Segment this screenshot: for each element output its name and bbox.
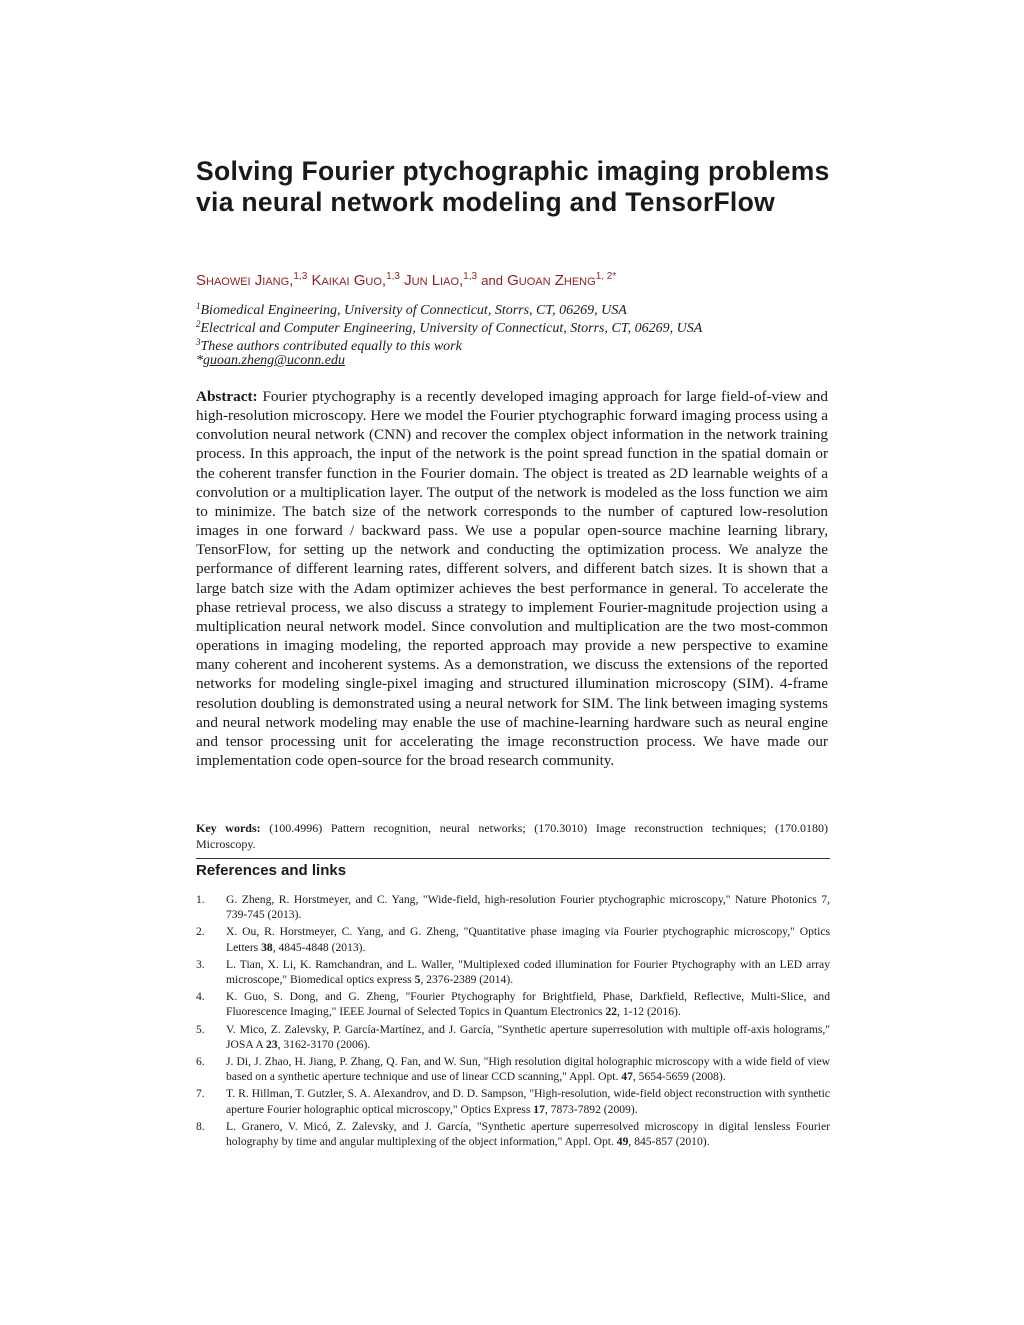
reference-text: , 845-857 (2010).	[628, 1135, 710, 1149]
author-name: Jun Liao,	[404, 272, 464, 289]
email-asterisk: *	[196, 353, 203, 368]
author-list	[196, 271, 836, 289]
reference-text: V. Mico, Z. Zalevsky, P. García-Martínez, and J. García, "Synthetic aperture superresolution with multiple off-axis holograms," JOSA A	[226, 1022, 830, 1051]
reference-number: 8.	[196, 1119, 205, 1133]
author-conjunction: and	[481, 273, 503, 288]
author-name: Shaowei Jiang,	[196, 272, 294, 289]
abstract	[196, 387, 828, 770]
author-name: Kaikai Guo,	[311, 272, 387, 289]
author-affiliation-mark: 1,3	[293, 271, 308, 282]
reference-item	[196, 957, 830, 987]
reference-item	[196, 1086, 830, 1116]
keywords	[196, 820, 828, 852]
reference-text: , 1-12 (2016).	[617, 1005, 681, 1019]
paper-title: Solving Fourier ptychographic imaging problems via neural network modeling and TensorFlow	[196, 156, 830, 217]
section-divider	[196, 858, 830, 859]
reference-text: , 4845-4848 (2013).	[272, 940, 366, 954]
reference-item	[196, 1054, 830, 1084]
author-name: Guoan Zheng	[507, 272, 596, 289]
reference-volume: 5	[414, 973, 421, 987]
author-affiliation-mark: 1,3	[463, 271, 478, 282]
reference-text: L. Tian, X. Li, K. Ramchandran, and L. Waller, "Multiplexed coded illumination for Fourier Ptychography with an LED array microscope," Biomedical optics express	[226, 957, 830, 987]
reference-item	[196, 924, 830, 954]
reference-text: T. R. Hillman, T. Gutzler, S. A. Alexandrov, and D. D. Sampson, "High-resolution, wide-field object reconstruction with synthetic aperture Fourier holographic optical microscopy," Optics Express	[226, 1087, 830, 1116]
reference-number: 2.	[196, 925, 205, 939]
affiliation-text: Biomedical Engineering, University of Connecticut, Storrs, CT, 06269, USA	[200, 303, 627, 318]
reference-item	[196, 892, 830, 922]
reference-number: 3.	[196, 957, 205, 971]
reference-number: 5.	[196, 1022, 205, 1036]
author-affiliation-mark: 1,3	[386, 271, 400, 282]
reference-text: K. Guo, S. Dong, and G. Zheng, "Fourier Ptychography for Brightfield, Phase, Darkfield, Reflective, Multi-Slice, and Fluorescence Imaging," IEEE Journal of Selected Topics in Quantum Electronics	[226, 990, 830, 1019]
reference-volume: 22	[605, 1005, 618, 1019]
affiliation-text: Electrical and Computer Engineering, University of Connecticut, Storrs, CT, 06269, USA	[200, 321, 703, 336]
reference-text: J. Di, J. Zhao, H. Jiang, P. Zhang, Q. Fan, and W. Sun, "High resolution digital holographic microscopy with a wide field of view based on a synthetic aperture technique and use of linear CCD scanning," Appl. Opt.	[226, 1055, 830, 1084]
reference-list	[196, 892, 830, 1151]
reference-number: 1.	[196, 893, 205, 906]
corresponding-email-line	[196, 352, 836, 369]
abstract-text: Fourier ptychography is a recently developed imaging approach for large field-of-view and high-resolution microscopy. Here we model the Fourier ptychographic forward imaging process using a convolution neural network (CNN) and recover the complex object information in the network training process. In this approach, the input of the network is the point spread function in the spatial domain or the coherent transfer function in the Fourier domain. The object is treated as 2D learnable weights of a convolution or a multiplication layer. The output of the network is modeled as the loss function we aim to minimize. The batch size of the network corresponds to the number of captured low-resolution images in one forward / backward pass. We use a popular open-source machine learning library, TensorFlow, for setting up the network and conducting the optimization process. We analyze the performance of different learning rates, different solvers, and different batch sizes. It is shown that a large batch size with the Adam optimizer achieves the best performance in general. To accelerate the phase retrieval process, we also discuss a strategy to implement Fourier-magnitude projection using a multiplication neural network model. Since convolution and multiplication are the two most-common operations in imaging modeling, the reported approach may provide a new perspective to examine many coherent and incoherent systems. As a demonstration, we discuss the extensions of the reported networks for modeling single-pixel imaging and structured illumination microscopy (SIM). 4-frame resolution doubling is demonstrated using a neural network for SIM. The link between imaging systems and neural network modeling may enable the use of machine-learning hardware such as neural engine and tensor processing unit for accelerating the image reconstruction process. We have made our implementation code open-source for the broad research community.	[196, 388, 828, 769]
affiliation-mark: 1	[196, 301, 201, 311]
reference-text: , 3162-3170 (2006).	[277, 1037, 371, 1051]
affiliation-mark: 2	[196, 319, 201, 329]
reference-number: 6.	[196, 1055, 205, 1069]
reference-item	[196, 1119, 830, 1149]
abstract-label: Abstract:	[196, 388, 258, 405]
keywords-label: Key words:	[196, 821, 261, 835]
reference-volume: 47	[621, 1070, 633, 1084]
reference-text: , 2376-2389 (2014).	[420, 973, 514, 987]
affiliation-mark: 3	[196, 337, 201, 347]
reference-text: , 7873-7892 (2009).	[544, 1102, 638, 1116]
email-link[interactable]: guoan.zheng@uconn.edu	[203, 353, 345, 368]
reference-volume: 49	[616, 1135, 629, 1149]
affiliation-text: These authors contributed equally to this work	[200, 339, 462, 354]
reference-text: X. Ou, R. Horstmeyer, C. Yang, and G. Zheng, "Quantitative phase imaging via Fourier ptychographic microscopy," Optics Letters	[226, 925, 830, 954]
reference-text: L. Granero, V. Micó, Z. Zalevsky, and J. García, "Synthetic aperture superresolved microscopy in digital lensless Fourier holography by time and angular multiplexing of the object information," Appl. Opt.	[226, 1119, 830, 1149]
reference-number: 7.	[196, 1087, 205, 1101]
reference-item	[196, 989, 830, 1019]
author-affiliation-mark: 1, 2*	[595, 271, 617, 282]
reference-volume: 23	[265, 1037, 278, 1051]
reference-volume: 17	[533, 1102, 545, 1116]
reference-item	[196, 1022, 830, 1052]
reference-volume: 38	[261, 940, 273, 954]
reference-text: G. Zheng, R. Horstmeyer, and C. Yang, "Wide-field, high-resolution Fourier ptychographic microscopy," Nature Photonics 7, 739-745 (2013).	[226, 893, 830, 922]
reference-text: , 5654-5659 (2008).	[632, 1070, 726, 1084]
references-heading: References and links	[196, 862, 347, 879]
keywords-text: (100.4996) Pattern recognition, neural networks; (170.3010) Image reconstruction techniques; (170.0180) Microscopy.	[196, 821, 829, 851]
reference-number: 4.	[196, 990, 205, 1004]
